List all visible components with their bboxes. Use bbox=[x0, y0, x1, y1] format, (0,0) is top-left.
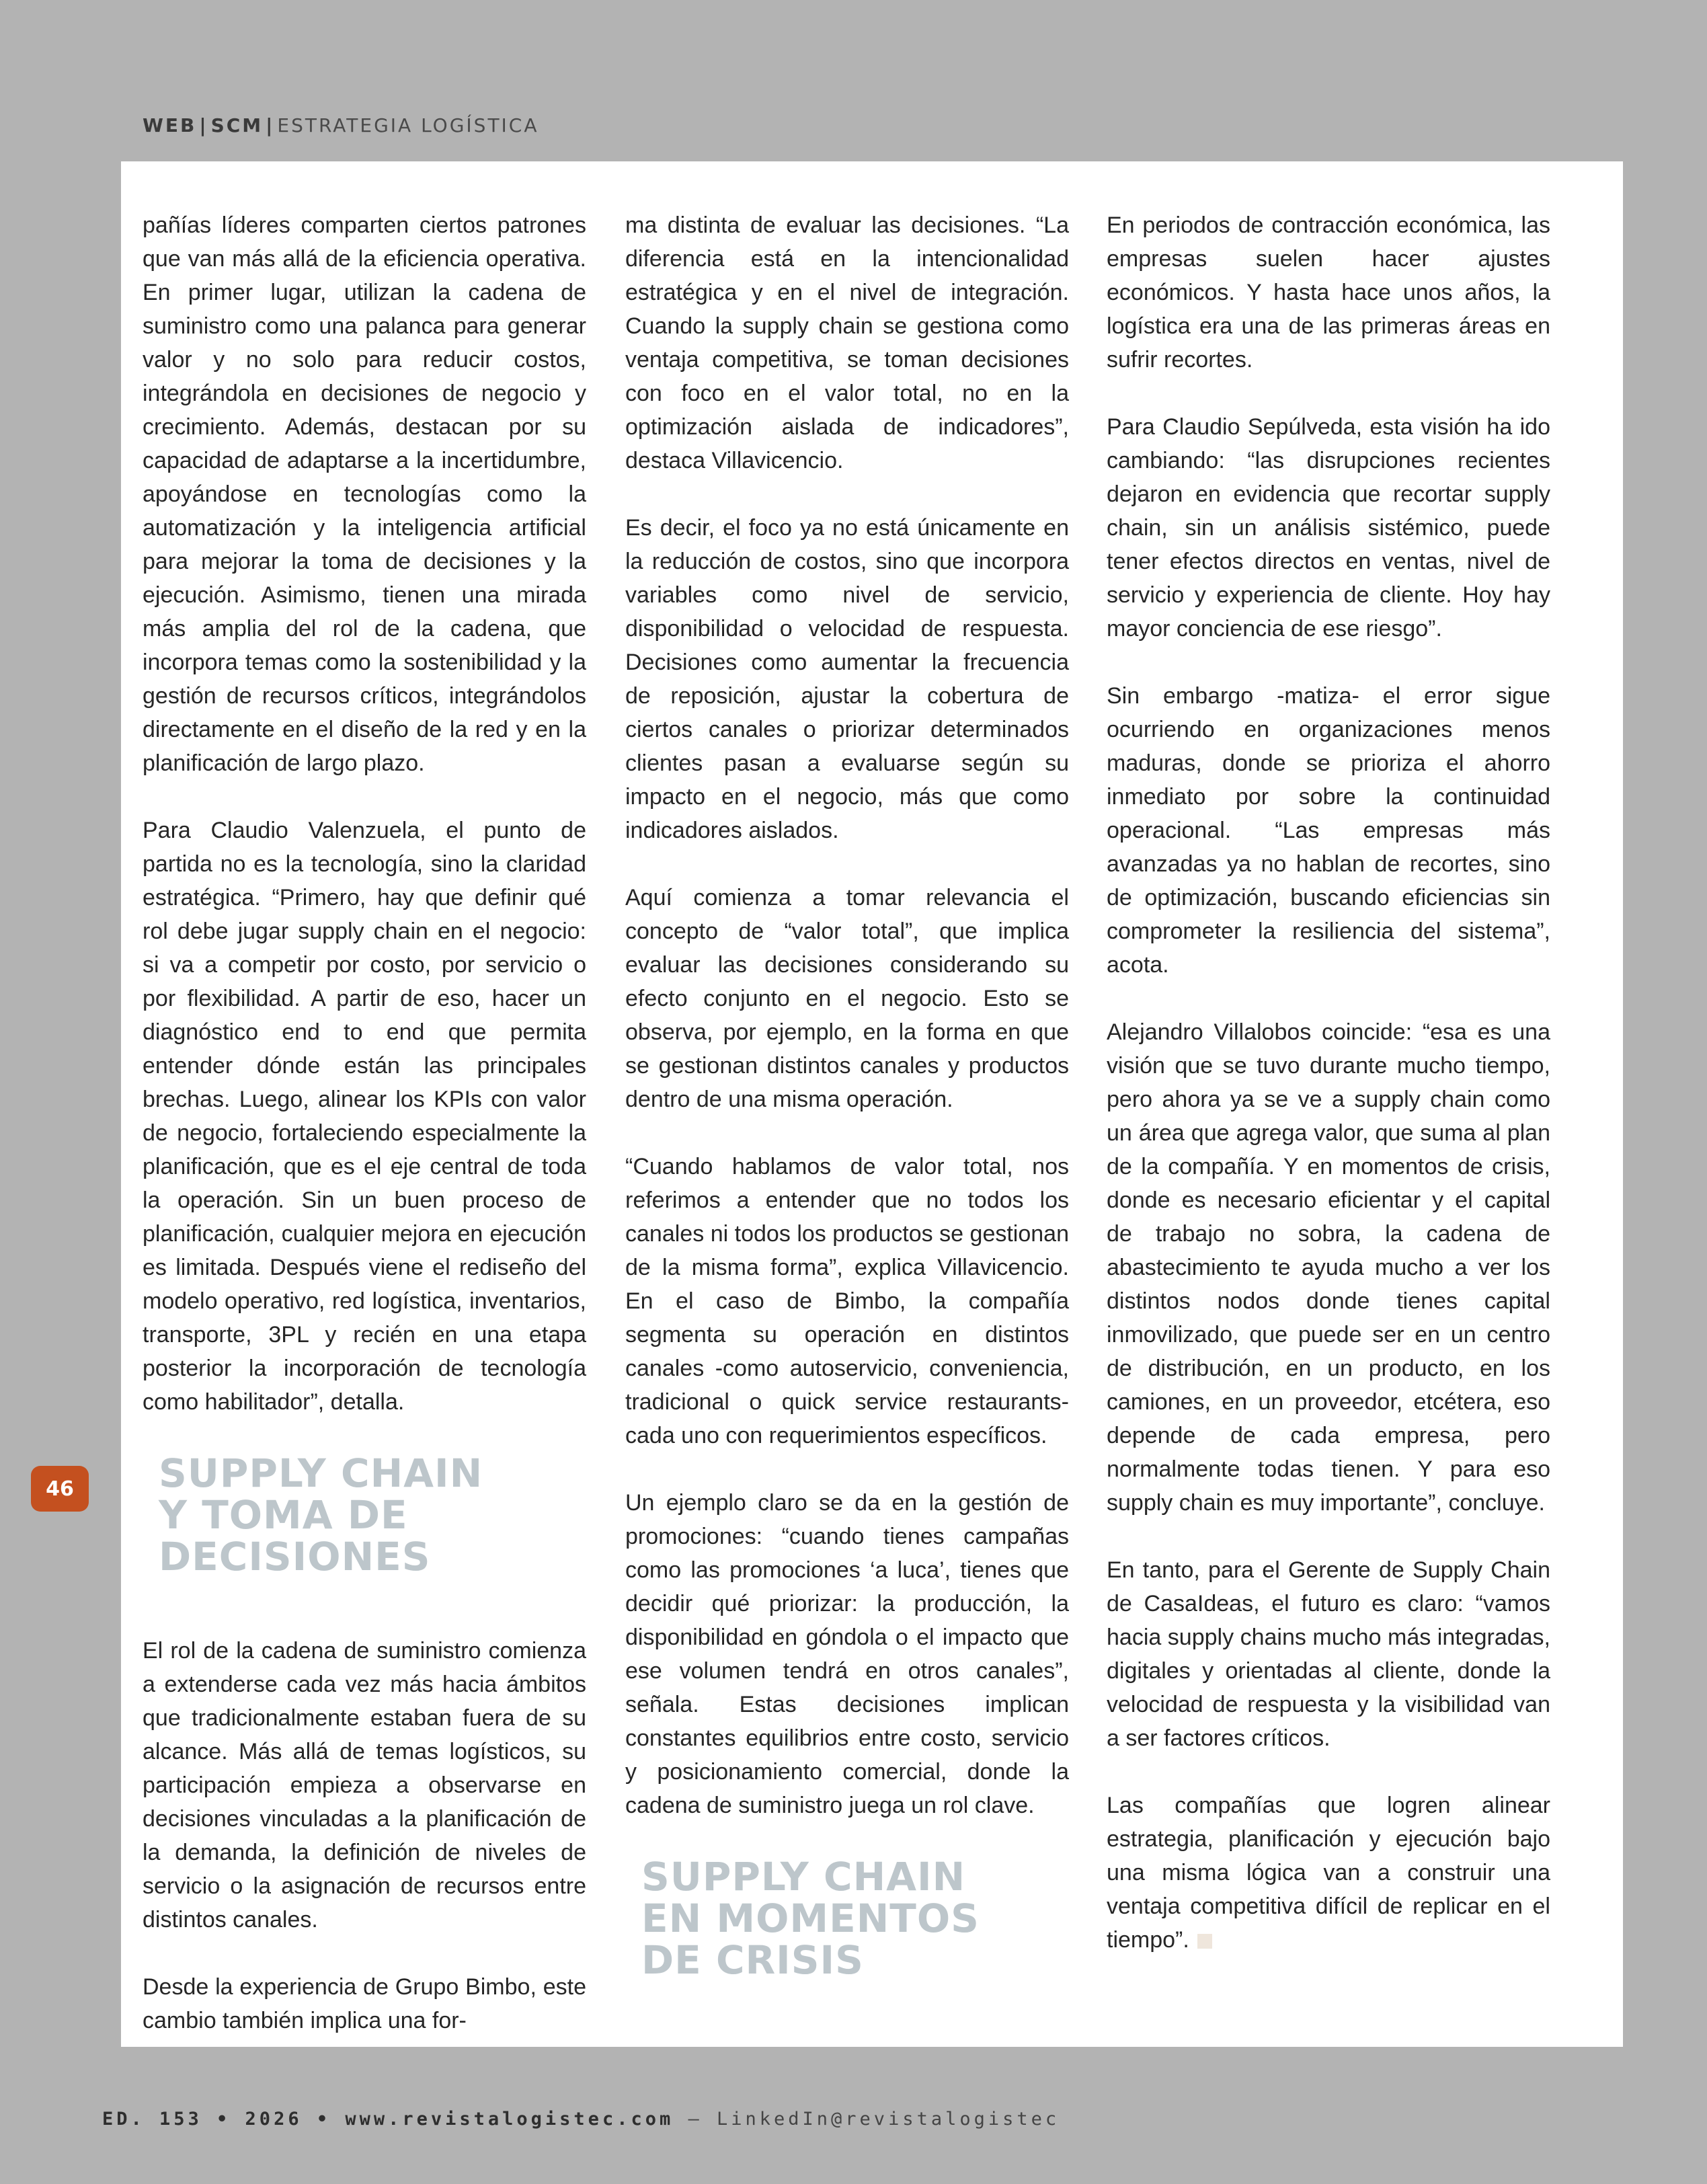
page-number-badge: 46 bbox=[31, 1466, 89, 1512]
paragraph: Alejandro Villalobos coincide: “esa es una visión que se tuvo durante mucho tiempo, pero ahora ya se ve a supply chain como un área que agrega valor, que suma al plan de la compañía. Y en momentos de crisis, donde es necesario eficientar y el capital de trabajo no sobra, la cadena de abastecimiento te ayuda mucho a ver los distintos nodos donde tienes capital inmovilizado, que puede ser en un centro de distribución, en un producto, en los camiones, en un proveedor, etcétera, eso depende de cada empresa, pero normalmente todas tienen. Y para eso supply chain es muy importante”, concluye. bbox=[1107, 1019, 1550, 1516]
paragraph-text: Las compañías que logren alinear estrategia, planificación y ejecución bajo una misma lógica van a construir una ventaja competitiva difícil de replicar en el tiempo”. bbox=[1107, 1793, 1550, 1953]
section-heading-crisis bbox=[641, 1856, 1069, 1981]
footer-edition: ED. 153 • 2026 • www.revistalogistec.com bbox=[102, 2109, 674, 2130]
paragraph: En tanto, para el Gerente de Supply Chain de CasaIdeas, el futuro es claro: “vamos hacia supply chains mucho más integradas, digitales y orientadas al cliente, donde la velocidad de respuesta y la visibilidad van a ser factores críticos. bbox=[1107, 1557, 1550, 1751]
section-heading-line: SUPPLY CHAIN bbox=[159, 1450, 483, 1496]
section-heading-decisiones bbox=[159, 1450, 586, 1580]
article-column-3 bbox=[1107, 208, 1550, 1990]
end-of-article-icon bbox=[1197, 1934, 1212, 1949]
paragraph: Para Claudio Sepúlveda, esta visión ha ido cambiando: “las disrupciones recientes dejaron en evidencia que recortar supply chain, sin un análisis sistémico, puede tener efectos directos en ventas, nivel de servicio y experiencia de cliente. Hoy hay mayor conciencia de ese riesgo”. bbox=[1107, 414, 1550, 641]
article-column-2 bbox=[625, 208, 1069, 2037]
paragraph: Desde la experiencia de Grupo Bimbo, este cambio también implica una for- bbox=[143, 1974, 586, 2033]
paragraph: Aquí comienza a tomar relevancia el concepto de “valor total”, que implica evaluar las decisiones considerando su efecto conjunto en el negocio. Esto se observa, por ejemplo, en la forma en que se gestionan distintos canales y productos dentro de una misma operación. bbox=[625, 885, 1069, 1112]
header-separator: | bbox=[199, 114, 208, 136]
page-footer bbox=[102, 2109, 1060, 2130]
section-heading-line: DE CRISIS bbox=[641, 1937, 864, 1983]
article-column-1 bbox=[143, 208, 586, 2071]
paragraph: ma distinta de evaluar las decisiones. “La diferencia está en la intencionalidad estratégica y en el nivel de integración. Cuando la supply chain se gestiona como ventaja competitiva, se toman decisiones con foco en el valor total, no en la optimización aislada de indicadores”, destaca Villavicencio. bbox=[625, 212, 1069, 473]
paragraph: El rol de la cadena de suministro comienza a extenderse cada vez más hacia ámbitos que tradicionalmente estaban fuera de su alcance. Más allá de temas logísticos, su participación empieza a observarse en decisiones vinculadas a la planificación de la demanda, la definición de niveles de servicio o la asignación de recursos entre distintos canales. bbox=[143, 1638, 586, 1933]
section-heading-line: DECISIONES bbox=[159, 1534, 431, 1580]
section-heading-line: Y TOMA DE bbox=[159, 1492, 408, 1538]
header-separator: | bbox=[266, 114, 275, 136]
closing-paragraph bbox=[1107, 1789, 1550, 1957]
header-section: ESTRATEGIA LOGÍSTICA bbox=[277, 114, 539, 136]
header-scm: SCM bbox=[210, 114, 264, 136]
section-heading-line: EN MOMENTOS bbox=[641, 1896, 980, 1941]
article-page bbox=[121, 161, 1623, 2047]
paragraph: En periodos de contracción económica, las empresas suelen hacer ajustes económicos. Y hasta hace unos años, la logística era una de las primeras áreas en sufrir recortes. bbox=[1107, 212, 1550, 373]
paragraph: Un ejemplo claro se da en la gestión de promociones: “cuando tienes campañas como las promociones ‘a luca’, tienes que decidir qué priorizar: la producción, la disponibilidad en góndola o el impacto que ese volumen tendrá en otros canales”, señala. Estas decisiones implican constantes equilibrios entre costo, servicio y posicionamiento comercial, donde la cadena de suministro juega un rol clave. bbox=[625, 1490, 1069, 1818]
footer-linkedin: LinkedIn@revistalogistec bbox=[717, 2109, 1060, 2130]
section-heading-line: SUPPLY CHAIN bbox=[641, 1854, 966, 1900]
paragraph: “Cuando hablamos de valor total, nos referimos a entender que no todos los canales ni todos los productos se gestionan de la misma forma”, explica Villavicencio. En el caso de Bimbo, la compañía segmenta su operación en distintos canales -como autoservicio, conveniencia, tradicional o quick service restaurants- cada uno con requerimientos específicos. bbox=[625, 1154, 1069, 1448]
paragraph: pañías líderes comparten ciertos patrones que van más allá de la eficiencia operativa. En primer lugar, utilizan la cadena de suministro como una palanca para generar valor y no solo para reducir costos, integrándola en decisiones de negocio y crecimiento. Además, destacan por su capacidad de adaptarse a la incertidumbre, apoyándose en tecnologías como la automatización y la inteligencia artificial para mejorar la toma de decisiones y la ejecución. Asimismo, tienen una mirada más amplia del rol de la cadena, que incorpora temas como la sostenibilidad y la gestión de recursos críticos, integrándolos directamente en el diseño de la red y en la planificación de largo plazo. bbox=[143, 212, 586, 776]
page-header bbox=[143, 114, 539, 136]
paragraph: Para Claudio Valenzuela, el punto de partida no es la tecnología, sino la claridad estratégica. “Primero, hay que definir qué rol debe jugar supply chain en el negocio: si va a competir por costo, por servicio o por flexibilidad. A partir de eso, hacer un diagnóstico end to end que permita entender dónde están las principales brechas. Luego, alinear los KPIs con valor de negocio, fortaleciendo especialmente la planificación, que es el eje central de toda la operación. Sin un buen proceso de planificación, cualquier mejora en ejecución es limitada. Después viene el rediseño del modelo operativo, red logística, inventarios, transporte, 3PL y recién en una etapa posterior la incorporación de tecnología como habilitador”, detalla. bbox=[143, 818, 586, 1415]
footer-dash: – bbox=[674, 2109, 717, 2130]
paragraph: Sin embargo -matiza- el error sigue ocurriendo en organizaciones menos maduras, donde se prioriza el ahorro inmediato por sobre la continuidad operacional. “Las empresas más avanzadas ya no hablan de recortes, sino de optimización, buscando eficiencias sin comprometer la resiliencia del sistema”, acota. bbox=[1107, 683, 1550, 978]
paragraph: Es decir, el foco ya no está únicamente en la reducción de costos, sino que incorpora variables como nivel de servicio, disponibilidad o velocidad de respuesta. Decisiones como aumentar la frecuencia de reposición, ajustar la cobertura de ciertos canales o priorizar determinados clientes pasan a evaluarse según su impacto en el negocio, más que como indicadores aislados. bbox=[625, 515, 1069, 843]
header-web: WEB bbox=[143, 114, 197, 136]
